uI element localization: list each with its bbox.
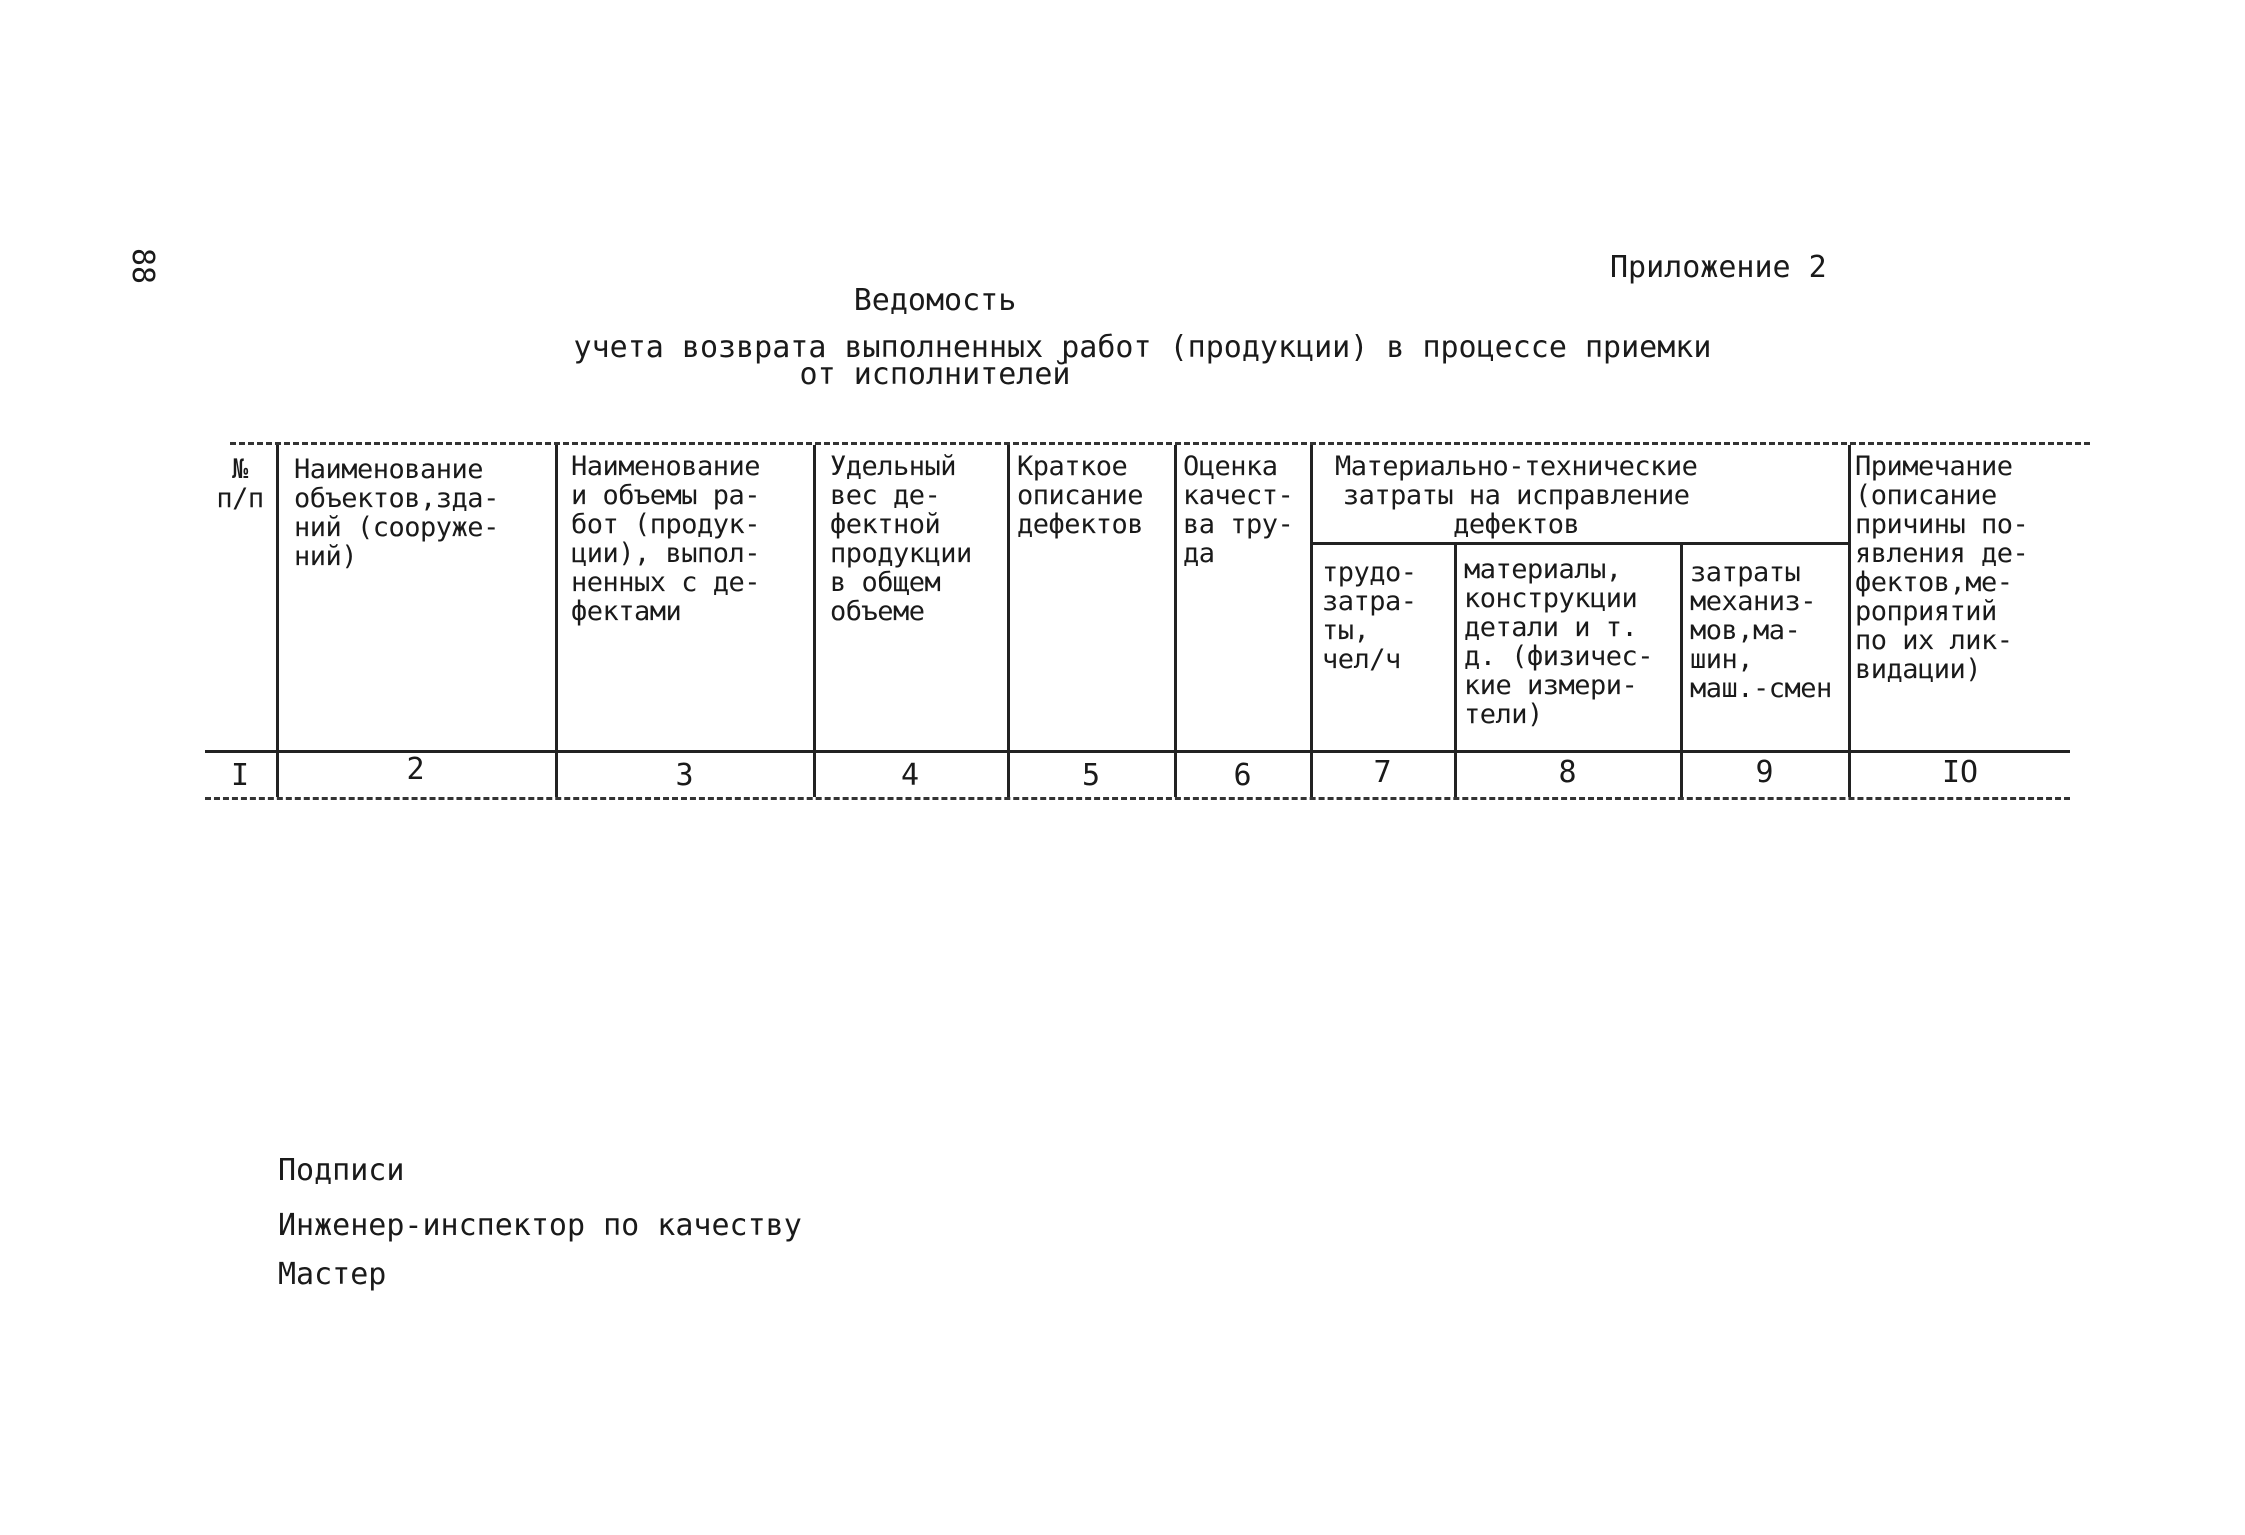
header-notes: Примечание (описание причины по- явления де- фектов,ме- роприятий по их лик- видации)	[1855, 451, 2029, 685]
header-material-costs-group: Материально-технические затраты на исправление дефектов	[1335, 451, 1698, 540]
appendix-label: Приложение 2	[1610, 250, 1827, 285]
column-divider	[813, 445, 816, 797]
header-defect-description: Краткое описание дефектов	[1017, 451, 1144, 540]
header-defect-share: Удельный вес де- фектной продукции в общем объеме	[830, 451, 972, 627]
signatures-heading: Подписи	[278, 1153, 405, 1188]
column-number: 2	[406, 752, 425, 787]
table-top-border	[230, 442, 2090, 445]
table-bottom-border	[205, 797, 2070, 800]
column-number: 7	[1373, 755, 1392, 790]
header-materials: материалы, конструкции детали и т. д. (физичес- кие измери- тели)	[1464, 554, 1654, 730]
column-divider	[1848, 445, 1851, 797]
header-work-volume: Наименование и объемы ра- бот (продук- ции), выпол- ненных с де- фектами	[571, 451, 761, 627]
column-number: 6	[1233, 758, 1252, 793]
header-quality-rating: Оценка качест- ва тру- да	[1183, 451, 1294, 569]
header-labor-costs: трудо- затра- ты, чел/ч	[1322, 557, 1417, 675]
column-number: 5	[1081, 758, 1101, 793]
header-row-number: № п/п	[216, 454, 264, 514]
column-number: 8	[1558, 755, 1577, 790]
signature-foreman: Мастер	[278, 1257, 387, 1292]
document-subtitle: учета возврата выполненных работ (продукции) в процессе приемки	[573, 330, 1712, 365]
column-divider	[1007, 445, 1010, 797]
column-number: 9	[1755, 755, 1774, 790]
column-number: 4	[900, 758, 920, 793]
column-divider	[1310, 445, 1313, 797]
document-subtitle-continued: от исполнителей	[799, 357, 1071, 392]
header-machine-costs: затраты механиз- мов,ма- шин, маш.-смен	[1690, 557, 1832, 704]
subheader-divider	[1312, 542, 1850, 545]
signature-quality-inspector: Инженер-инспектор по качеству	[278, 1208, 802, 1243]
column-number: IO	[1941, 755, 1979, 790]
header-object-name: Наименование объектов,зда- ний (сооруже- ний)	[294, 454, 499, 572]
document-title: Ведомость	[853, 283, 1017, 318]
column-divider	[276, 445, 279, 797]
page-number: 88	[125, 248, 160, 285]
column-divider	[555, 445, 558, 797]
column-number: I	[230, 758, 250, 793]
column-divider	[1174, 445, 1177, 797]
column-number: 3	[675, 758, 694, 793]
